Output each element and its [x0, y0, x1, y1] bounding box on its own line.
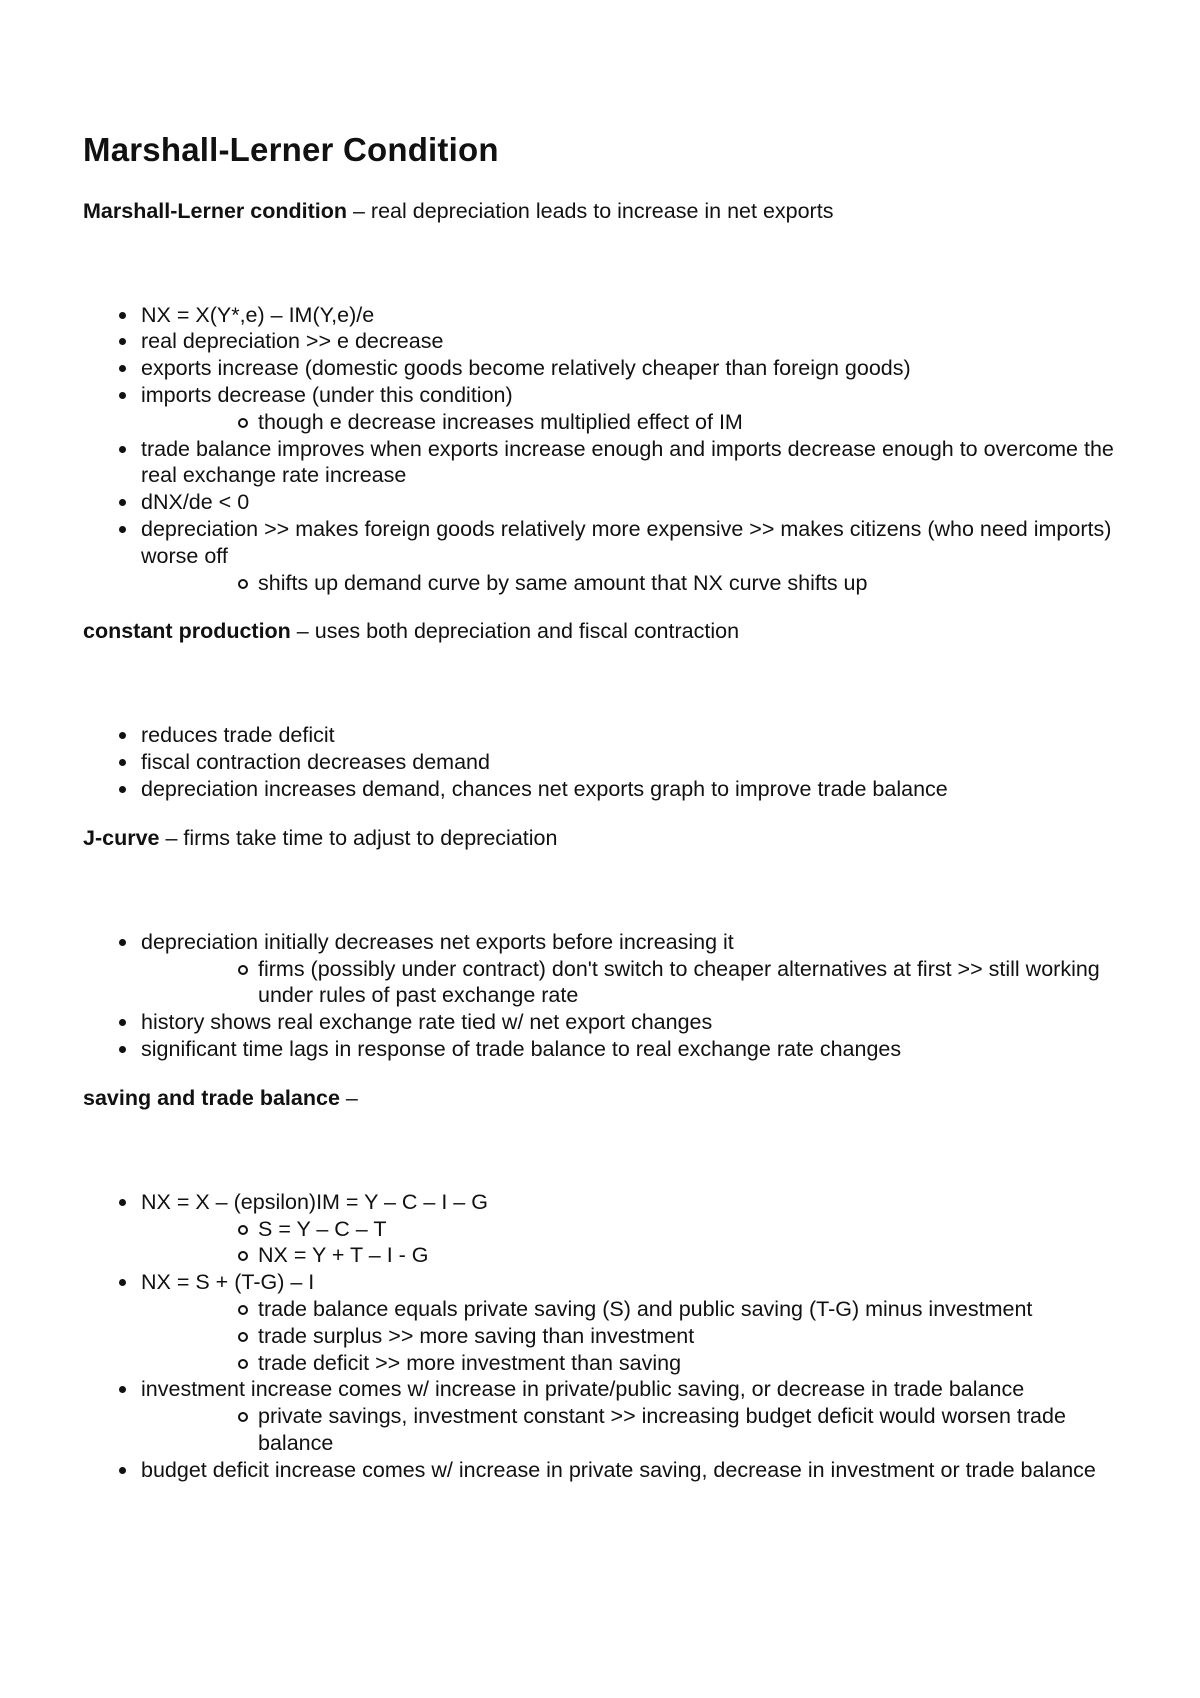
- sub-list-item: firms (possibly under contract) don't switch to cheaper alternatives at first >> still working under rules of past exchange rate: [199, 956, 1143, 1010]
- section-heading: [83, 198, 1143, 225]
- sub-bullet-list: [141, 1296, 1143, 1376]
- list-item-text: depreciation increases demand, chances net exports graph to improve trade balance: [141, 776, 948, 801]
- list-item-text: imports decrease (under this condition): [141, 382, 513, 407]
- list-item-text: NX = S + (T-G) – I: [141, 1270, 315, 1295]
- sub-bullet-list: [141, 1403, 1143, 1457]
- list-item-text: significant time lags in response of trade balance to real exchange rate changes: [141, 1036, 902, 1061]
- term-definition: – uses both depreciation and fiscal contraction: [290, 619, 740, 644]
- list-item: [83, 722, 1143, 749]
- bullet-list: [83, 1189, 1143, 1484]
- list-item: [83, 1036, 1143, 1063]
- sub-list-item: trade balance equals private saving (S) and public saving (T-G) minus investment: [199, 1296, 1143, 1323]
- document-page: [83, 130, 1143, 1506]
- sub-list-item: private savings, investment constant >> increasing budget deficit would worsen trade balance: [199, 1403, 1143, 1457]
- list-item: [83, 929, 1143, 1009]
- list-item: [83, 328, 1143, 355]
- list-item-text: depreciation initially decreases net exports before increasing it: [141, 929, 734, 954]
- term-label: saving and trade balance: [83, 1085, 340, 1110]
- list-item: [83, 749, 1143, 776]
- term-label: Marshall-Lerner condition: [83, 198, 348, 223]
- list-item-text: investment increase comes w/ increase in private/public saving, or decrease in trade balance: [141, 1377, 1025, 1402]
- list-item-text: NX = X(Y*,e) – IM(Y,e)/e: [141, 302, 375, 327]
- section-heading: [83, 825, 1143, 852]
- list-item-text: trade balance improves when exports increase enough and imports decrease enough to overcome the real exchange rate increase: [141, 436, 1114, 488]
- sub-list-item: S = Y – C – T: [199, 1216, 1143, 1243]
- term-label: constant production: [83, 619, 291, 644]
- page-title: Marshall-Lerner Condition: [83, 131, 499, 168]
- term-definition: –: [339, 1085, 358, 1110]
- list-item: [83, 1376, 1143, 1456]
- list-item-text: fiscal contraction decreases demand: [141, 750, 490, 775]
- section-heading: [83, 618, 1143, 645]
- sub-bullet-list: [141, 1216, 1143, 1270]
- list-item-text: reduces trade deficit: [141, 723, 335, 748]
- list-item: [83, 1457, 1143, 1484]
- list-item: [83, 516, 1143, 596]
- list-item: [83, 1189, 1143, 1269]
- term-label: J-curve: [83, 825, 160, 850]
- sections-container: [83, 198, 1143, 1484]
- list-item-text: real depreciation >> e decrease: [141, 329, 444, 354]
- sub-list-item: trade deficit >> more investment than saving: [199, 1350, 1143, 1377]
- sub-list-item: trade surplus >> more saving than investment: [199, 1323, 1143, 1350]
- sub-list-item: though e decrease increases multiplied effect of IM: [199, 409, 1143, 436]
- sub-bullet-list: [141, 409, 1143, 436]
- list-item: [83, 1009, 1143, 1036]
- list-item: [83, 355, 1143, 382]
- list-item: [83, 382, 1143, 436]
- list-item: [83, 436, 1143, 490]
- list-item-text: NX = X – (epsilon)IM = Y – C – I – G: [141, 1189, 488, 1214]
- list-item-text: exports increase (domestic goods become relatively cheaper than foreign goods): [141, 356, 911, 381]
- bullet-list: [83, 302, 1143, 597]
- term-definition: – real depreciation leads to increase in net exports: [347, 198, 834, 223]
- sub-bullet-list: [141, 570, 1143, 597]
- list-item-text: history shows real exchange rate tied w/ net export changes: [141, 1010, 713, 1035]
- list-item-text: depreciation >> makes foreign goods relatively more expensive >> makes citizens (who need imports) worse off: [141, 516, 1112, 568]
- list-item-text: budget deficit increase comes w/ increase in private saving, decrease in investment or trade balance: [141, 1457, 1096, 1482]
- list-item: [83, 489, 1143, 516]
- term-definition: – firms take time to adjust to depreciation: [159, 825, 558, 850]
- section-heading: [83, 1085, 1143, 1112]
- list-item-text: dNX/de < 0: [141, 490, 250, 515]
- list-item: [83, 1269, 1143, 1376]
- list-item: [83, 302, 1143, 329]
- sub-list-item: NX = Y + T – I - G: [199, 1242, 1143, 1269]
- sub-bullet-list: [141, 956, 1143, 1010]
- list-item: [83, 776, 1143, 803]
- bullet-list: [83, 722, 1143, 802]
- bullet-list: [83, 929, 1143, 1063]
- sub-list-item: shifts up demand curve by same amount that NX curve shifts up: [199, 570, 1143, 597]
